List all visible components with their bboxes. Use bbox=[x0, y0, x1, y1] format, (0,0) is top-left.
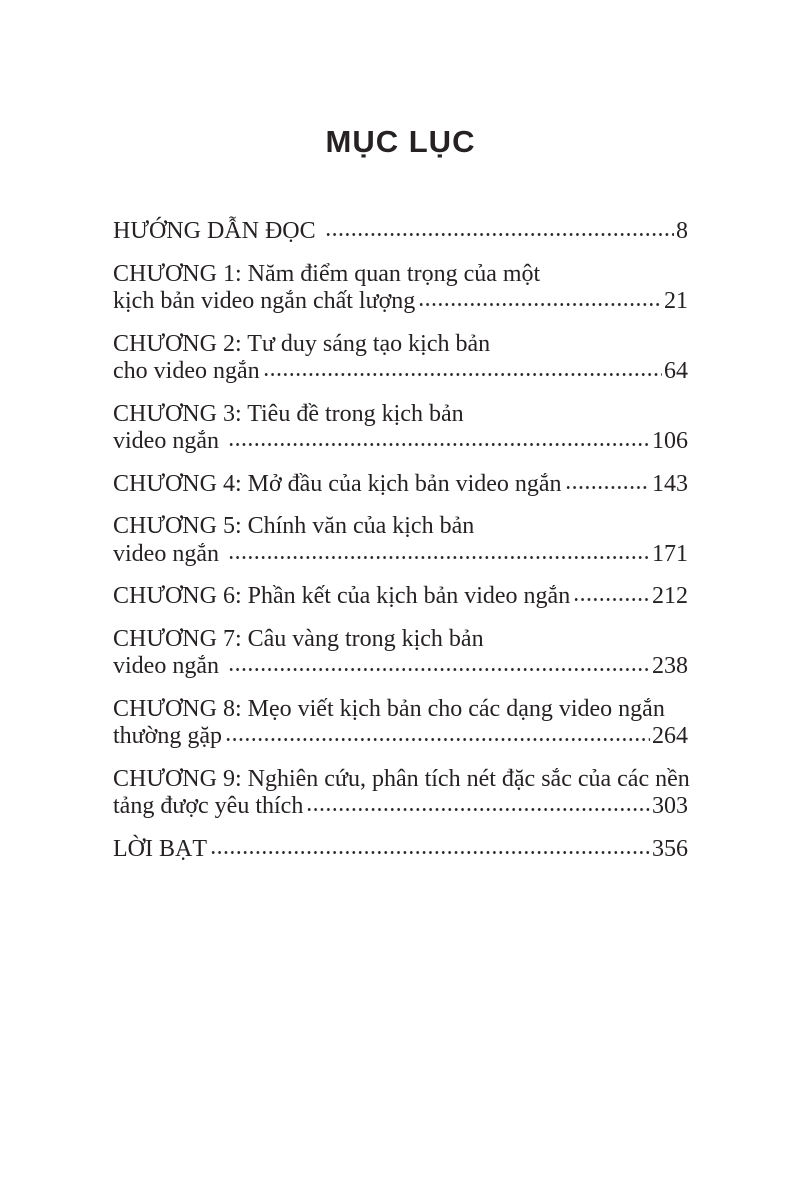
toc-entry-leader-line bbox=[113, 471, 688, 499]
toc-entry-leader-line bbox=[113, 583, 688, 611]
toc-entry-leader-line bbox=[113, 358, 688, 386]
toc-entry-line: CHƯƠNG 5: Chính văn của kịch bản bbox=[113, 513, 475, 539]
toc-entry bbox=[113, 583, 688, 611]
leader-dots bbox=[325, 232, 674, 237]
leader-dots bbox=[210, 850, 650, 855]
toc-entry bbox=[113, 471, 688, 499]
toc-entry-page-number: 21 bbox=[664, 288, 688, 314]
toc-entry-leader-line bbox=[113, 653, 688, 681]
toc-entry-line: CHƯƠNG 2: Tư duy sáng tạo kịch bản bbox=[113, 330, 491, 357]
toc-entry-line: CHƯƠNG 7: Câu vàng trong kịch bản bbox=[113, 625, 484, 652]
toc-entry bbox=[113, 261, 688, 316]
toc-entry-page-number: 238 bbox=[652, 653, 688, 679]
toc-entry-page-number: 143 bbox=[652, 470, 688, 497]
toc-entry bbox=[113, 218, 688, 246]
toc-entry-leader-line bbox=[113, 836, 688, 864]
toc-entry-page-number: 303 bbox=[652, 793, 688, 819]
leader-dots bbox=[573, 597, 650, 602]
toc-list bbox=[113, 218, 688, 863]
toc-entry-page-number: 64 bbox=[664, 358, 688, 384]
toc-entry bbox=[113, 401, 688, 456]
toc-entry bbox=[113, 513, 688, 568]
toc-entry-leader-line bbox=[113, 288, 688, 316]
toc-entry-line: CHƯƠNG 3: Tiêu đề trong kịch bản bbox=[113, 400, 464, 427]
toc-entry-text: kịch bản video ngắn chất lượng bbox=[113, 288, 416, 314]
toc-entry-text: LỜI BẠT bbox=[113, 835, 207, 862]
toc-entry-page-number: 212 bbox=[652, 583, 688, 609]
toc-entry-leader-line bbox=[113, 723, 688, 751]
toc-entry-page-number: 264 bbox=[652, 723, 688, 749]
toc-entry bbox=[113, 331, 688, 386]
toc-entry bbox=[113, 626, 688, 681]
toc-entry bbox=[113, 766, 688, 821]
toc-entry-line: CHƯƠNG 9: Nghiên cứu, phân tích nét đặc sắc của các nền bbox=[113, 765, 690, 792]
leader-dots bbox=[228, 442, 650, 447]
toc-entry-line: CHƯƠNG 1: Năm điểm quan trọng của một bbox=[113, 260, 541, 287]
toc-entry-page-number: 356 bbox=[652, 835, 688, 862]
leader-dots bbox=[228, 667, 650, 672]
leader-dots bbox=[228, 555, 650, 560]
leader-dots bbox=[565, 485, 650, 490]
toc-entry-text: tảng được yêu thích bbox=[113, 793, 304, 819]
leader-dots bbox=[306, 807, 650, 812]
toc-entry-leader-line bbox=[113, 541, 688, 569]
toc-entry-text: video ngắn bbox=[113, 428, 225, 454]
toc-entry-line: CHƯƠNG 8: Mẹo viết kịch bản cho các dạng video ngắn bbox=[113, 695, 665, 722]
leader-dots bbox=[225, 737, 650, 742]
leader-dots bbox=[263, 372, 662, 377]
toc-entry-text: CHƯƠNG 4: Mở đầu của kịch bản video ngắn bbox=[113, 470, 562, 497]
toc-entry-text: video ngắn bbox=[113, 540, 225, 567]
toc-entry-page-number: 171 bbox=[652, 540, 688, 567]
toc-entry bbox=[113, 696, 688, 751]
toc-entry-text: CHƯƠNG 6: Phần kết của kịch bản video ngắn bbox=[113, 583, 571, 609]
toc-entry-page-number: 8 bbox=[676, 218, 688, 244]
toc-entry bbox=[113, 836, 688, 864]
toc-entry-text: HƯỚNG DẪN ĐỌC bbox=[113, 218, 322, 244]
toc-entry-page-number: 106 bbox=[652, 428, 688, 454]
toc-entry-text: video ngắn bbox=[113, 653, 225, 679]
page-title: MỤC LỤC bbox=[325, 124, 476, 159]
toc-entry-text: thường gặp bbox=[113, 723, 223, 749]
toc-entry-text: cho video ngắn bbox=[113, 358, 260, 384]
toc-entry-leader-line bbox=[113, 793, 688, 821]
toc-entry-leader-line bbox=[113, 218, 688, 246]
leader-dots bbox=[418, 302, 662, 307]
toc-entry-leader-line bbox=[113, 428, 688, 456]
